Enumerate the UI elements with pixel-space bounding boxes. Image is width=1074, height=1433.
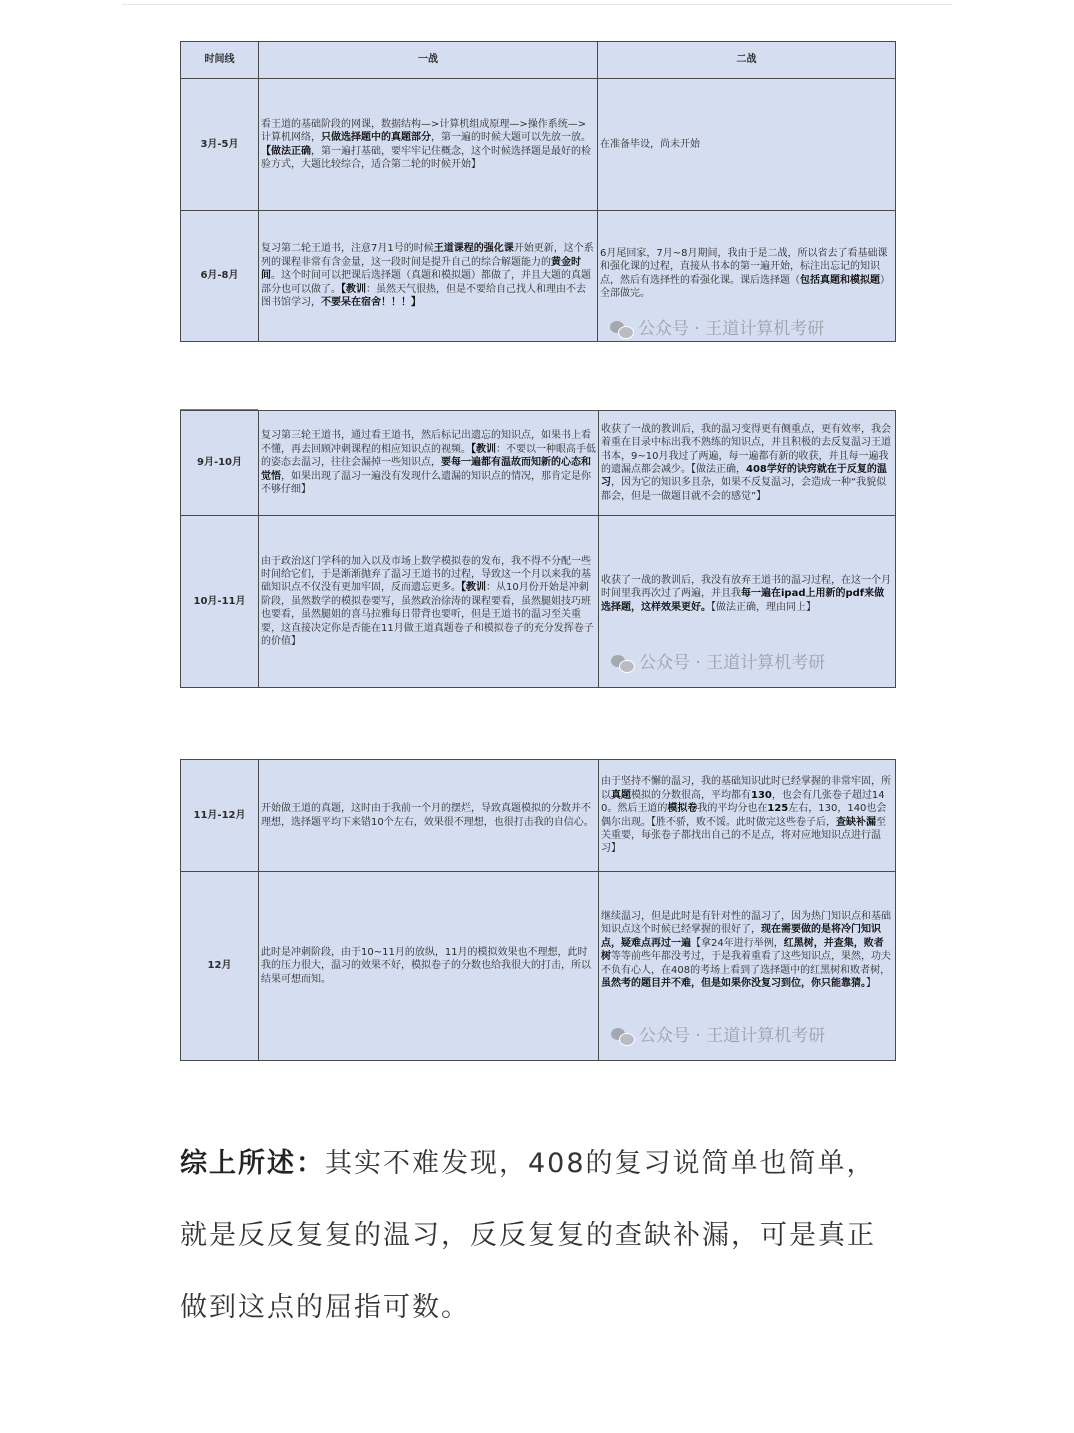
table-row — [181, 211, 896, 342]
summary-highlight: 综上所述： — [180, 1148, 325, 1179]
table-row — [181, 411, 896, 516]
first-attempt-cell: 复习第二轮王道书，注意7月1号的时候王道课程的强化课开始更新，这个系列的课程非常有含金量，这一段时间是提升自己的综合解题能力的黄金时间。这个时间可以把课后选择题（真题和模拟题）都做了，并且大题的真题部分也可以做了。【教训：虽然天气很热，但是不要给自己找人和理由不去图书馆学习，不要呆在宿舍！！！】 — [259, 211, 598, 342]
table-row — [181, 516, 896, 688]
review-table-3 — [180, 759, 896, 1061]
row-time: 3月-5月 — [181, 79, 259, 211]
row-time: 12月 — [181, 872, 259, 1061]
watermark: 公众号 · 王道计算机考研 — [610, 321, 824, 339]
review-table-2 — [180, 410, 896, 688]
second-attempt-cell: 6月尾回家，7月~8月期间，我由于是二战，所以省去了看基础课和强化课的过程，直接从书本的第一遍开始，标注出忘记的知识点，然后有选择性的看强化课。课后选择题（包括真题和模拟题）全部做完。 公众号 · 王道计算机考研 — [598, 211, 896, 342]
watermark: 公众号 · 王道计算机考研 — [611, 1028, 825, 1046]
row-time: 11月-12月 — [181, 760, 259, 872]
second-attempt-cell: 继续温习，但是此时是有针对性的温习了，因为热门知识点和基础知识点这个时候已经掌握的很好了，现在需要做的是将冷门知识点，疑难点再过一遍【拿24年进行举例，红黑树，并查集，败者树等等前些年都没考过，于是我着重看了这些知识点，果然，功夫不负有心人，在408的考场上看到了选择题中的红黑树和败者树，虽然考的题目并不难，但是如果你没复习到位，你只能靠猜。】 公众号 · 王道计算机考研 — [599, 872, 896, 1061]
header-second-attempt: 二战 — [598, 42, 896, 79]
first-attempt-cell: 此时是冲刺阶段，由于10~11月的放纵，11月的模拟效果也不理想，此时我的压力很大，温习的效果不好，模拟卷子的分数也给我很大的打击，所以结果可想而知。 — [259, 872, 599, 1061]
wechat-icon — [610, 321, 632, 339]
wechat-icon — [611, 655, 633, 673]
second-attempt-cell: 收获了一战的教训后，我没有放弃王道书的温习过程，在这一个月时间里我再次过了两遍，并且我每一遍在ipad上用新的pdf来做选择题，这样效果更好。【做法正确，理由同上】 公众号 · 王道计算机考研 — [599, 516, 896, 688]
summary-paragraph — [180, 1128, 900, 1344]
header-timeline: 时间线 — [181, 42, 259, 79]
top-divider — [122, 4, 952, 5]
review-table-1 — [180, 41, 896, 342]
row-time: 6月-8月 — [181, 211, 259, 342]
second-attempt-cell: 收获了一战的教训后，我的温习变得更有侧重点，更有效率，我会着重在目录中标出我不熟练的知识点，并且积极的去反复温习王道书本，9~10月我过了两遍，每一遍都有新的收获，并且每一遍我的遗漏点都会减少。【做法正确，408学好的诀窍就在于反复的温习，因为它的知识多且杂，如果不反复温习，会造成一种“我貌似都会，但是一做题目就不会的感觉”】 — [599, 411, 896, 516]
table-row — [181, 872, 896, 1061]
watermark: 公众号 · 王道计算机考研 — [611, 655, 825, 673]
second-attempt-cell: 在准备毕设，尚未开始 — [598, 79, 896, 211]
row-time: 9月-10月 — [181, 411, 259, 516]
header-first-attempt: 一战 — [259, 42, 598, 79]
wechat-icon — [611, 1028, 633, 1046]
row-time: 10月-11月 — [181, 516, 259, 688]
summary-text: 其实不难发现，408的复习说简单也简单，就是反反复复的温习，反反复复的查缺补漏，可是真正做到这点的屈指可数。 — [180, 1148, 876, 1323]
table-row — [181, 79, 896, 211]
first-attempt-cell: 由于政治这门学科的加入以及市场上数学模拟卷的发布，我不得不分配一些时间给它们，于是渐渐抛弃了温习王道书的过程，导致这一个月以来我的基础知识点不仅没有更加牢固，反而遗忘更多。【教训：从10月份开始是冲刺阶段，虽然数学的模拟卷要写，虽然政治徐涛的课程要看，虽然腿姐技巧班也要看，虽然腿姐的喜马拉雅每日带背也要听，但是王道书的温习至关重要，这直接决定你是否能在11月做王道真题卷子和模拟卷子的充分发挥卷子的价值】 — [259, 516, 599, 688]
first-attempt-cell: 开始做王道的真题，这时由于我前一个月的摆烂，导致真题模拟的分数并不理想，选择题平均下来错10个左右，效果很不理想，也很打击我的自信心。 — [259, 760, 599, 872]
first-attempt-cell: 看王道的基础阶段的网课，数据结构—>计算机组成原理—>操作系统—>计算机网络，只做选择题中的真题部分，第一遍的时候大题可以先放一放。【做法正确，第一遍打基础，要牢牢记住概念，这个时候选择题是最好的检验方式，大题比较综合，适合第二轮的时候开始】 — [259, 79, 598, 211]
first-attempt-cell: 复习第三轮王道书，通过看王道书，然后标记出遗忘的知识点，如果书上看不懂，再去回顾冲刺课程的相应知识点的视频。【教训：不要以一种眼高手低的姿态去温习，往往会漏掉一些知识点，要每一遍都有温故而知新的心态和觉悟，如果出现了温习一遍没有发现什么遗漏的知识点的情况，那肯定是你不够仔细】 — [259, 411, 599, 516]
table-row — [181, 760, 896, 872]
second-attempt-cell: 由于坚持不懈的温习，我的基础知识此时已经掌握的非常牢固，所以真题模拟的分数很高，平均都有130，也会有几张卷子超过140。然后王道的模拟卷我的平均分也在125左右，130，140也会偶尔出现。【胜不骄，败不馁。此时做完这些卷子后，查缺补漏至关重要，每张卷子都找出自己的不足点，将对应地知识点进行温习】 — [599, 760, 896, 872]
